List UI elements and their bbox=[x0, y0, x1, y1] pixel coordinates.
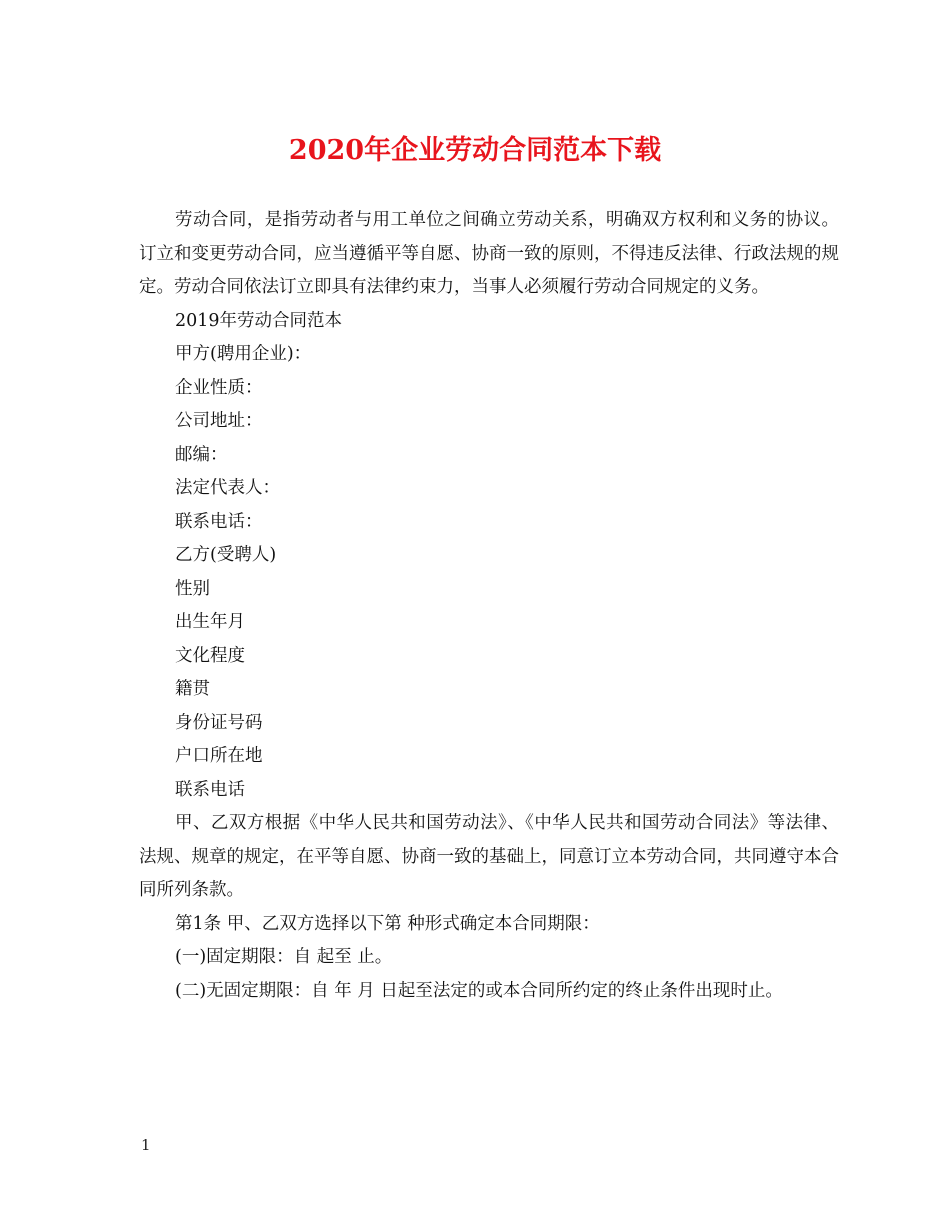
native-place-line: 籍贯 bbox=[175, 679, 210, 699]
birth-date-line: 出生年月 bbox=[175, 612, 245, 632]
document-body bbox=[139, 204, 839, 1008]
party-b-line: 乙方(受聘人) bbox=[175, 545, 277, 565]
intro-paragraph: 劳动合同，是指劳动者与用工单位之间确立劳动关系，明确双方权利和义务的协议。订立和变更劳动合同，应当遵循平等自愿、协商一致的原则，不得违反法律、行政法规的规定。劳动合同依法订立即具有法律约束力，当事人必须履行劳动合同规定的义务。 bbox=[139, 210, 839, 297]
education-line: 文化程度 bbox=[175, 645, 245, 666]
employee-phone-line: 联系电话 bbox=[175, 779, 245, 800]
company-address-line: 公司地址： bbox=[175, 411, 263, 431]
document-title: 2020年企业劳动合同范本下载 bbox=[288, 135, 662, 166]
page-number: 1 bbox=[141, 1136, 151, 1154]
gender-line: 性别 bbox=[175, 578, 210, 599]
party-a-line: 甲方(聘用企业)： bbox=[175, 344, 312, 364]
postal-code-line: 邮编： bbox=[175, 444, 228, 465]
household-registration-line: 户口所在地 bbox=[175, 746, 263, 766]
article-1-paragraph: 第1条 甲、乙双方选择以下第 种形式确定本合同期限： bbox=[175, 913, 600, 934]
fixed-term-option: (一)固定期限：自 起至 止。 bbox=[175, 947, 393, 967]
open-term-option: (二)无固定期限：自 年 月 日起至法定的或本合同所约定的终止条件出现时止。 bbox=[175, 980, 783, 1001]
contract-heading-line: 2019年劳动合同范本 bbox=[175, 310, 343, 331]
company-phone-line: 联系电话： bbox=[175, 511, 263, 532]
legal-representative-line: 法定代表人： bbox=[175, 478, 280, 498]
basis-paragraph: 甲、乙双方根据《中华人民共和国劳动法》、《中华人民共和国劳动合同法》等法律、法规、规章的规定，在平等自愿、协商一致的基础上，同意订立本劳动合同，共同遵守本合同所列条款。 bbox=[139, 813, 839, 900]
id-number-line: 身份证号码 bbox=[175, 712, 263, 733]
company-type-line: 企业性质： bbox=[175, 377, 263, 398]
